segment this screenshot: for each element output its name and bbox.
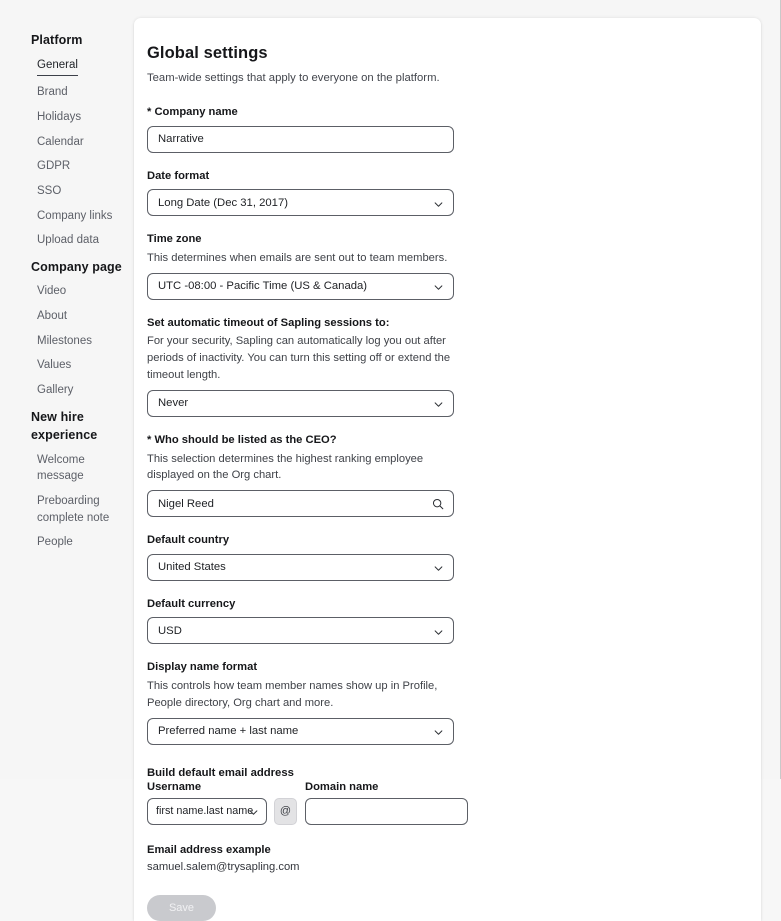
nav-heading: Platform [31, 33, 83, 47]
sidebar-item-label: General [37, 57, 78, 77]
username-label: Username [147, 780, 202, 793]
sidebar-item-label: Holidays [37, 110, 82, 123]
email-example-label: Email address example [147, 843, 271, 856]
field-date-format [147, 169, 477, 217]
field-default-country [147, 533, 477, 581]
nav-group [0, 405, 134, 555]
sidebar-item-label: People [37, 536, 73, 549]
at-symbol-separator: @ [274, 798, 297, 825]
date-format-select[interactable] [147, 189, 454, 216]
username-column [147, 781, 267, 825]
sidebar-item-gdpr[interactable] [0, 154, 134, 179]
email-builder-row [147, 781, 477, 825]
sidebar-item-company-links[interactable] [0, 204, 134, 229]
page-subtitle: Team-wide settings that apply to everyone on the platform. [147, 72, 440, 84]
chevron-down-icon [434, 628, 443, 637]
display-name-format-select[interactable] [147, 718, 454, 745]
default-country-select[interactable] [147, 554, 454, 581]
time-zone-help: This determines when emails are sent out to team members. [147, 252, 448, 265]
domain-input-wrap[interactable] [305, 798, 468, 825]
sidebar-item-general[interactable] [0, 53, 134, 81]
default-country-label: Default country [147, 534, 230, 547]
settings-sidebar [0, 0, 134, 779]
company-name-label: * Company name [147, 106, 238, 118]
time-zone-value: UTC -08:00 - Pacific Time (US & Canada) [158, 280, 368, 293]
email-builder-section-label: Build default email address [147, 766, 294, 779]
ceo-search-input[interactable] [158, 498, 443, 510]
username-format-value: first name.last name [156, 805, 254, 818]
domain-input[interactable] [316, 805, 457, 817]
default-currency-select[interactable] [147, 617, 454, 644]
nav-group [0, 255, 134, 403]
time-zone-select[interactable] [147, 273, 454, 300]
field-session-timeout [147, 316, 477, 417]
nav-group [0, 28, 134, 253]
settings-card [134, 18, 761, 921]
chevron-down-icon [434, 200, 443, 209]
sidebar-item-label: Milestones [37, 334, 92, 347]
session-timeout-label: Set automatic timeout of Sapling sessions to: [147, 316, 390, 329]
date-format-label: Date format [147, 169, 210, 182]
sidebar-item-label: Upload data [37, 234, 100, 247]
sidebar-item-upload-data[interactable] [0, 228, 134, 253]
field-ceo [147, 433, 477, 517]
sidebar-item-label: Gallery [37, 384, 74, 397]
sidebar-item-label: Company links [37, 209, 113, 222]
session-timeout-value: Never [158, 397, 189, 410]
sidebar-item-sso[interactable] [0, 179, 134, 204]
sidebar-item-label: Brand [37, 86, 68, 99]
default-country-value: United States [158, 561, 226, 574]
ceo-label: * Who should be listed as the CEO? [147, 433, 337, 446]
sidebar-item-label: SSO [37, 184, 62, 197]
field-default-currency [147, 597, 477, 645]
sidebar-item-label: Preboarding complete note [37, 495, 110, 524]
sidebar-item-label: Welcome message [37, 453, 85, 483]
search-icon[interactable] [432, 498, 444, 510]
sidebar-item-label: GDPR [37, 160, 71, 173]
sidebar-item-label: Values [37, 359, 72, 372]
ceo-search-wrap[interactable] [147, 490, 454, 517]
nav-heading: New hire experience [31, 409, 98, 443]
chevron-down-icon [434, 728, 443, 737]
chevron-down-icon [434, 400, 443, 409]
sidebar-item-label: Calendar [37, 135, 84, 148]
sidebar-item-welcome-message[interactable] [0, 448, 134, 489]
sidebar-item-preboarding-complete-note[interactable] [0, 489, 134, 530]
sidebar-item-label: About [37, 310, 68, 323]
display-name-format-label: Display name format [147, 661, 258, 674]
company-name-input-wrap[interactable] [147, 126, 454, 153]
nav-heading: Company page [31, 259, 122, 274]
session-timeout-select[interactable] [147, 390, 454, 417]
time-zone-label: Time zone [147, 233, 202, 246]
sidebar-item-brand[interactable] [0, 80, 134, 105]
sidebar-item-people[interactable] [0, 530, 134, 555]
field-display-name-format [147, 660, 477, 744]
domain-column [305, 781, 468, 825]
sidebar-item-about[interactable] [0, 304, 134, 329]
sidebar-item-holidays[interactable] [0, 105, 134, 130]
username-format-select[interactable] [147, 798, 267, 825]
sidebar-item-gallery[interactable] [0, 378, 134, 403]
email-example-value: samuel.salem@trysapling.com [147, 860, 300, 873]
date-format-value: Long Date (Dec 31, 2017) [158, 196, 288, 209]
sidebar-item-video[interactable] [0, 279, 134, 304]
company-name-input[interactable] [158, 133, 443, 145]
display-name-format-help: This controls how team member names show up in Profile, People directory, Org chart and more. [147, 680, 438, 709]
domain-label: Domain name [305, 780, 379, 793]
save-button[interactable]: Save [147, 895, 216, 921]
chevron-down-icon [434, 283, 443, 292]
default-currency-label: Default currency [147, 597, 236, 610]
sidebar-item-values[interactable] [0, 353, 134, 378]
sidebar-item-milestones[interactable] [0, 329, 134, 354]
session-timeout-help: For your security, Sapling can automatically log you out after periods of inactivity. You can turn this setting off or extend the timeout length. [147, 335, 451, 382]
chevron-down-icon [434, 564, 443, 573]
ceo-help: This selection determines the highest ranking employee displayed on the Org chart. [147, 452, 424, 482]
page-title: Global settings [147, 44, 268, 62]
sidebar-item-label: Video [37, 285, 67, 298]
field-time-zone [147, 232, 477, 299]
display-name-format-value: Preferred name + last name [158, 725, 299, 738]
sidebar-item-calendar[interactable] [0, 130, 134, 155]
chevron-down-icon [249, 808, 258, 817]
default-currency-value: USD [158, 624, 182, 637]
field-company-name [147, 105, 477, 153]
